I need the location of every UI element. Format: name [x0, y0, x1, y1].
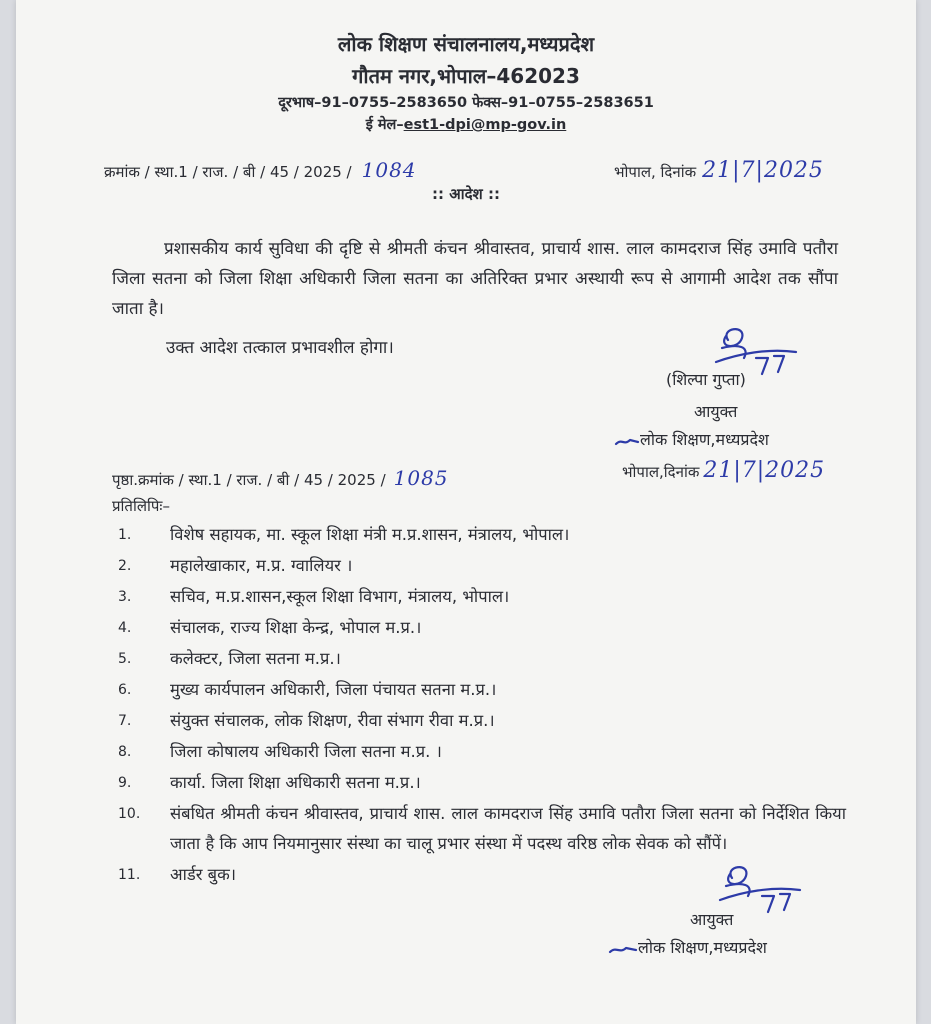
copy-list-item	[116, 613, 846, 643]
copy-list-item	[116, 706, 846, 736]
office-email: est1-dpi@mp-gov.in	[403, 117, 567, 133]
copy-list-item-text: कार्या. जिला शिक्षा अधिकारी सतना म.प्र.।	[170, 773, 421, 792]
copy-list-item	[116, 551, 846, 581]
endorsement-ref-number: 1085	[393, 466, 449, 490]
order-date-line	[614, 158, 824, 183]
copy-list-item-text: सचिव, म.प्र.शासन,स्कूल शिक्षा विभाग, मंत्रालय, भोपाल।	[170, 587, 510, 606]
copy-list-item-number: 7.	[118, 713, 132, 729]
copy-list-item	[116, 799, 846, 859]
copy-list-item-text: कलेक्टर, जिला सतना म.प्र.।	[170, 649, 341, 668]
order-date: 21|7|2025	[702, 158, 824, 183]
copy-list-item-number: 4.	[118, 620, 132, 636]
signatory-name: (शिल्पा गुप्ता)	[666, 370, 746, 389]
endorsement-date: 21|7|2025	[703, 458, 826, 483]
endorsement-date-line	[622, 458, 825, 483]
copy-list-item-text: विशेष सहायक, मा. स्कूल शिक्षा मंत्री म.प्र.शासन, मंत्रालय, भोपाल।	[170, 525, 570, 544]
copy-list-item-number: 1.	[118, 527, 132, 543]
order-title: :: आदेश ::	[432, 185, 500, 203]
copy-to-list	[116, 520, 846, 891]
signatory-designation: आयुक्त	[694, 402, 738, 421]
copy-list-item-text: संयुक्त संचालक, लोक शिक्षण, रीवा संभाग रीवा म.प्र.।	[170, 711, 495, 730]
copy-list-item-number: 11.	[118, 867, 141, 883]
office-email-line	[16, 114, 916, 134]
copy-list-item-number: 3.	[118, 589, 132, 605]
endorsement-designation: आयुक्त	[690, 910, 734, 929]
copy-list-item-text: जिला कोषालय अधिकारी जिला सतना म.प्र. ।	[170, 742, 442, 761]
document-page	[16, 0, 916, 1024]
email-prefix: ई मेल–	[365, 117, 404, 133]
office-phone-fax: दूरभाष–91–0755–2583650 फेक्स–91–0755–2583651	[278, 95, 654, 111]
copy-list-item	[116, 675, 846, 705]
copy-to-label: प्रतिलिपिः–	[112, 497, 170, 515]
endorsement-date-prefix: भोपाल,दिनांक	[622, 463, 700, 481]
copy-list-item-number: 8.	[118, 744, 132, 760]
copy-list-item	[116, 737, 846, 767]
copy-list-item-text: आर्डर बुक।	[170, 865, 237, 884]
copy-list-item-text: मुख्य कार्यपालन अधिकारी, जिला पंचायत सतना म.प्र.।	[170, 680, 497, 699]
signatory-organization: लोक शिक्षण,मध्यप्रदेश	[614, 428, 769, 450]
copy-list-item-number: 10.	[118, 806, 141, 822]
order-reference	[104, 158, 417, 182]
copy-list-item-text: संचालक, राज्य शिक्षा केन्द्र, भोपाल म.प्र.।	[170, 618, 422, 637]
copy-list-item	[116, 768, 846, 798]
copy-list-item-text: संबधित श्रीमती कंचन श्रीवास्तव, प्राचार्य शास. लाल कामदराज सिंह उमावि पतौरा जिला सतना को निर्देशित किया जाता है कि आप नियमानुसार संस्था का चालू प्रभार संस्था में पदस्थ वरिष्ठ लोक सेवक को सौंपें।	[170, 804, 846, 853]
order-effect: उक्त आदेश तत्काल प्रभावशील होगा।	[166, 338, 394, 358]
copy-list-item-number: 5.	[118, 651, 132, 667]
copy-list-item-number: 6.	[118, 682, 132, 698]
copy-list-item	[116, 520, 846, 550]
office-address: गौतम नगर,भोपाल–462023	[352, 64, 580, 88]
order-date-prefix: भोपाल, दिनांक	[614, 163, 697, 181]
copy-list-item-text: महालेखाकार, म.प्र. ग्वालियर ।	[170, 556, 353, 575]
copy-list-item	[116, 644, 846, 674]
office-name: लोक शिक्षण संचालनालय,मध्यप्रदेश	[337, 32, 595, 56]
endorsement-reference	[112, 466, 449, 490]
endorsement-ref-prefix: पृष्ठा.क्रमांक / स्था.1 / राज. / बी / 45 / 2025 /	[112, 471, 386, 489]
order-ref-prefix: क्रमांक / स्था.1 / राज. / बी / 45 / 2025 /	[104, 163, 352, 181]
endorsement-organization: लोक शिक्षण,मध्यप्रदेश	[608, 936, 767, 958]
copy-list-item-number: 9.	[118, 775, 132, 791]
order-body: प्रशासकीय कार्य सुविधा की दृष्टि से श्रीमती कंचन श्रीवास्तव, प्राचार्य शास. लाल कामदराज सिंह उमावि पतौरा जिला सतना को जिला शिक्षा अधिकारी जिला सतना का अतिरिक्त प्रभार अस्थायी रूप से आगामी आदेश तक सौंपा जाता है।	[112, 239, 838, 319]
order-ref-number: 1084	[361, 158, 417, 182]
pen-tick-mark-2	[608, 942, 638, 956]
copy-list-item	[116, 582, 846, 612]
pen-tick-mark	[614, 434, 640, 448]
copy-list-item-number: 2.	[118, 558, 132, 574]
